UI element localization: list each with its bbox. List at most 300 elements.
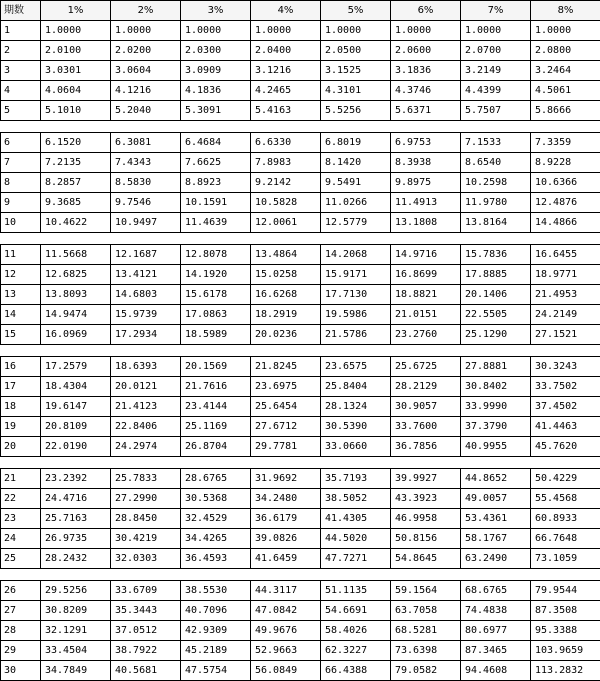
period-cell: 17 <box>1 377 41 397</box>
value-cell: 50.8156 <box>391 529 461 549</box>
value-cell: 17.2934 <box>111 325 181 345</box>
value-cell: 22.0190 <box>41 437 111 457</box>
value-cell: 39.9927 <box>391 469 461 489</box>
value-cell: 7.2135 <box>41 153 111 173</box>
value-cell: 14.2068 <box>321 245 391 265</box>
value-cell: 32.1291 <box>41 621 111 641</box>
value-cell: 47.5754 <box>181 661 251 681</box>
value-cell: 79.9544 <box>531 581 600 601</box>
value-cell: 13.4121 <box>111 265 181 285</box>
period-cell: 12 <box>1 265 41 285</box>
value-cell: 1.0000 <box>111 21 181 41</box>
value-cell: 2.0800 <box>531 41 600 61</box>
value-cell: 21.8245 <box>251 357 321 377</box>
group-spacer <box>1 233 600 245</box>
table-row <box>1 601 600 621</box>
table-row <box>1 377 600 397</box>
value-cell: 3.0604 <box>111 61 181 81</box>
value-cell: 13.8093 <box>41 285 111 305</box>
period-cell: 26 <box>1 581 41 601</box>
value-cell: 53.4361 <box>461 509 531 529</box>
value-cell: 54.8645 <box>391 549 461 569</box>
value-cell: 87.3508 <box>531 601 600 621</box>
value-cell: 15.0258 <box>251 265 321 285</box>
value-cell: 20.1569 <box>181 357 251 377</box>
value-cell: 17.7130 <box>321 285 391 305</box>
value-cell: 33.7600 <box>391 417 461 437</box>
period-cell: 7 <box>1 153 41 173</box>
period-cell: 22 <box>1 489 41 509</box>
value-cell: 2.0600 <box>391 41 461 61</box>
value-cell: 25.8404 <box>321 377 391 397</box>
value-cell: 68.5281 <box>391 621 461 641</box>
value-cell: 38.5052 <box>321 489 391 509</box>
value-cell: 3.0909 <box>181 61 251 81</box>
value-cell: 1.0000 <box>321 21 391 41</box>
value-cell: 25.1290 <box>461 325 531 345</box>
value-cell: 1.0000 <box>461 21 531 41</box>
value-cell: 23.2392 <box>41 469 111 489</box>
value-cell: 36.7856 <box>391 437 461 457</box>
value-cell: 49.9676 <box>251 621 321 641</box>
value-cell: 51.1135 <box>321 581 391 601</box>
table-body <box>1 21 600 681</box>
value-cell: 30.5390 <box>321 417 391 437</box>
value-cell: 22.8406 <box>111 417 181 437</box>
value-cell: 5.6371 <box>391 101 461 121</box>
table-row <box>1 133 600 153</box>
value-cell: 14.9474 <box>41 305 111 325</box>
value-cell: 40.7096 <box>181 601 251 621</box>
header-period: 期数 <box>1 1 41 21</box>
value-cell: 16.6455 <box>531 245 600 265</box>
value-cell: 24.4716 <box>41 489 111 509</box>
value-cell: 42.9309 <box>181 621 251 641</box>
value-cell: 23.6975 <box>251 377 321 397</box>
value-cell: 1.0000 <box>181 21 251 41</box>
period-cell: 16 <box>1 357 41 377</box>
value-cell: 87.3465 <box>461 641 531 661</box>
value-cell: 45.2189 <box>181 641 251 661</box>
header-rate: 7% <box>461 1 531 21</box>
table-row <box>1 245 600 265</box>
spacer-cell <box>1 121 600 133</box>
value-cell: 11.0266 <box>321 193 391 213</box>
value-cell: 25.7163 <box>41 509 111 529</box>
value-cell: 7.3359 <box>531 133 600 153</box>
value-cell: 103.9659 <box>531 641 600 661</box>
table-row <box>1 529 600 549</box>
value-cell: 12.8078 <box>181 245 251 265</box>
value-cell: 73.1059 <box>531 549 600 569</box>
spacer-cell <box>1 457 600 469</box>
value-cell: 56.0849 <box>251 661 321 681</box>
table-row <box>1 417 600 437</box>
value-cell: 44.8652 <box>461 469 531 489</box>
value-cell: 25.6725 <box>391 357 461 377</box>
header-rate: 4% <box>251 1 321 21</box>
header-rate: 2% <box>111 1 181 21</box>
value-cell: 6.4684 <box>181 133 251 153</box>
table-row <box>1 581 600 601</box>
value-cell: 79.0582 <box>391 661 461 681</box>
value-cell: 55.4568 <box>531 489 600 509</box>
spacer-cell <box>1 233 600 245</box>
value-cell: 30.9057 <box>391 397 461 417</box>
value-cell: 13.4864 <box>251 245 321 265</box>
value-cell: 23.4144 <box>181 397 251 417</box>
value-cell: 33.0660 <box>321 437 391 457</box>
table-header <box>1 1 600 21</box>
value-cell: 30.5368 <box>181 489 251 509</box>
value-cell: 95.3388 <box>531 621 600 641</box>
value-cell: 27.8881 <box>461 357 531 377</box>
value-cell: 33.4504 <box>41 641 111 661</box>
period-cell: 19 <box>1 417 41 437</box>
period-cell: 24 <box>1 529 41 549</box>
value-cell: 7.4343 <box>111 153 181 173</box>
table-row <box>1 325 600 345</box>
header-rate: 3% <box>181 1 251 21</box>
value-cell: 8.3938 <box>391 153 461 173</box>
value-cell: 1.0000 <box>531 21 600 41</box>
value-cell: 3.2464 <box>531 61 600 81</box>
table-row <box>1 213 600 233</box>
value-cell: 18.6393 <box>111 357 181 377</box>
value-cell: 26.8704 <box>181 437 251 457</box>
value-cell: 8.1420 <box>321 153 391 173</box>
value-cell: 18.5989 <box>181 325 251 345</box>
value-cell: 3.2149 <box>461 61 531 81</box>
value-cell: 32.0303 <box>111 549 181 569</box>
value-cell: 9.5491 <box>321 173 391 193</box>
value-cell: 47.7271 <box>321 549 391 569</box>
value-cell: 16.6268 <box>251 285 321 305</box>
value-cell: 8.2857 <box>41 173 111 193</box>
value-cell: 14.6803 <box>111 285 181 305</box>
value-cell: 5.3091 <box>181 101 251 121</box>
value-cell: 41.4305 <box>321 509 391 529</box>
value-cell: 14.1920 <box>181 265 251 285</box>
value-cell: 2.0500 <box>321 41 391 61</box>
value-cell: 12.4876 <box>531 193 600 213</box>
value-cell: 7.8983 <box>251 153 321 173</box>
table-row <box>1 509 600 529</box>
value-cell: 7.1533 <box>461 133 531 153</box>
value-cell: 4.1216 <box>111 81 181 101</box>
period-cell: 1 <box>1 21 41 41</box>
value-cell: 34.4265 <box>181 529 251 549</box>
period-cell: 20 <box>1 437 41 457</box>
group-spacer <box>1 457 600 469</box>
value-cell: 37.0512 <box>111 621 181 641</box>
value-cell: 4.5061 <box>531 81 600 101</box>
table-row <box>1 101 600 121</box>
value-cell: 60.8933 <box>531 509 600 529</box>
value-cell: 6.8019 <box>321 133 391 153</box>
value-cell: 2.0700 <box>461 41 531 61</box>
value-cell: 32.4529 <box>181 509 251 529</box>
period-cell: 8 <box>1 173 41 193</box>
value-cell: 5.1010 <box>41 101 111 121</box>
value-cell: 66.7648 <box>531 529 600 549</box>
value-cell: 38.5530 <box>181 581 251 601</box>
header-rate: 6% <box>391 1 461 21</box>
value-cell: 7.6625 <box>181 153 251 173</box>
table-row <box>1 153 600 173</box>
value-cell: 5.5256 <box>321 101 391 121</box>
value-cell: 6.1520 <box>41 133 111 153</box>
value-cell: 36.4593 <box>181 549 251 569</box>
value-cell: 34.7849 <box>41 661 111 681</box>
value-cell: 8.5830 <box>111 173 181 193</box>
value-cell: 45.7620 <box>531 437 600 457</box>
value-cell: 20.0121 <box>111 377 181 397</box>
value-cell: 9.3685 <box>41 193 111 213</box>
value-cell: 11.4913 <box>391 193 461 213</box>
group-spacer <box>1 345 600 357</box>
period-cell: 4 <box>1 81 41 101</box>
value-cell: 23.2760 <box>391 325 461 345</box>
value-cell: 59.1564 <box>391 581 461 601</box>
period-cell: 6 <box>1 133 41 153</box>
value-cell: 3.1836 <box>391 61 461 81</box>
value-cell: 3.1216 <box>251 61 321 81</box>
value-cell: 4.2465 <box>251 81 321 101</box>
period-cell: 11 <box>1 245 41 265</box>
value-cell: 30.8402 <box>461 377 531 397</box>
period-cell: 10 <box>1 213 41 233</box>
value-cell: 29.5256 <box>41 581 111 601</box>
value-cell: 5.8666 <box>531 101 600 121</box>
value-cell: 18.4304 <box>41 377 111 397</box>
table-row <box>1 357 600 377</box>
value-cell: 16.8699 <box>391 265 461 285</box>
value-cell: 13.1808 <box>391 213 461 233</box>
value-cell: 25.1169 <box>181 417 251 437</box>
value-cell: 21.4953 <box>531 285 600 305</box>
value-cell: 28.2129 <box>391 377 461 397</box>
value-cell: 35.3443 <box>111 601 181 621</box>
value-cell: 14.4866 <box>531 213 600 233</box>
value-cell: 10.5828 <box>251 193 321 213</box>
value-cell: 27.2990 <box>111 489 181 509</box>
value-cell: 58.4026 <box>321 621 391 641</box>
value-cell: 54.6691 <box>321 601 391 621</box>
period-cell: 14 <box>1 305 41 325</box>
table-row <box>1 21 600 41</box>
value-cell: 12.6825 <box>41 265 111 285</box>
spacer-cell <box>1 569 600 581</box>
value-cell: 25.6454 <box>251 397 321 417</box>
value-cell: 39.0826 <box>251 529 321 549</box>
value-cell: 34.2480 <box>251 489 321 509</box>
period-cell: 2 <box>1 41 41 61</box>
value-cell: 4.4399 <box>461 81 531 101</box>
value-cell: 4.1836 <box>181 81 251 101</box>
value-cell: 18.8821 <box>391 285 461 305</box>
value-cell: 25.7833 <box>111 469 181 489</box>
value-cell: 63.2490 <box>461 549 531 569</box>
value-cell: 20.1406 <box>461 285 531 305</box>
table-row <box>1 641 600 661</box>
value-cell: 13.8164 <box>461 213 531 233</box>
period-cell: 9 <box>1 193 41 213</box>
spacer-cell <box>1 345 600 357</box>
value-cell: 10.6366 <box>531 173 600 193</box>
value-cell: 21.0151 <box>391 305 461 325</box>
value-cell: 10.9497 <box>111 213 181 233</box>
table-row <box>1 265 600 285</box>
value-cell: 46.9958 <box>391 509 461 529</box>
value-cell: 3.0301 <box>41 61 111 81</box>
period-cell: 30 <box>1 661 41 681</box>
group-spacer <box>1 569 600 581</box>
value-cell: 12.5779 <box>321 213 391 233</box>
value-cell: 3.1525 <box>321 61 391 81</box>
value-cell: 4.3101 <box>321 81 391 101</box>
value-cell: 15.9739 <box>111 305 181 325</box>
value-cell: 17.8885 <box>461 265 531 285</box>
table-row <box>1 437 600 457</box>
period-cell: 5 <box>1 101 41 121</box>
value-cell: 6.3081 <box>111 133 181 153</box>
value-cell: 18.2919 <box>251 305 321 325</box>
value-cell: 15.6178 <box>181 285 251 305</box>
value-cell: 8.6540 <box>461 153 531 173</box>
value-cell: 8.8923 <box>181 173 251 193</box>
value-cell: 41.6459 <box>251 549 321 569</box>
value-cell: 28.2432 <box>41 549 111 569</box>
value-cell: 31.9692 <box>251 469 321 489</box>
header-rate: 5% <box>321 1 391 21</box>
value-cell: 18.9771 <box>531 265 600 285</box>
value-cell: 66.4388 <box>321 661 391 681</box>
value-cell: 80.6977 <box>461 621 531 641</box>
value-cell: 50.4229 <box>531 469 600 489</box>
table-row <box>1 81 600 101</box>
value-cell: 11.9780 <box>461 193 531 213</box>
value-cell: 113.2832 <box>531 661 600 681</box>
value-cell: 44.5020 <box>321 529 391 549</box>
period-cell: 13 <box>1 285 41 305</box>
value-cell: 24.2149 <box>531 305 600 325</box>
value-cell: 58.1767 <box>461 529 531 549</box>
value-cell: 5.7507 <box>461 101 531 121</box>
value-cell: 19.6147 <box>41 397 111 417</box>
table-row <box>1 41 600 61</box>
group-spacer <box>1 121 600 133</box>
value-cell: 15.9171 <box>321 265 391 285</box>
value-cell: 23.6575 <box>321 357 391 377</box>
value-cell: 6.9753 <box>391 133 461 153</box>
value-cell: 10.4622 <box>41 213 111 233</box>
table-row <box>1 469 600 489</box>
value-cell: 68.6765 <box>461 581 531 601</box>
header-row <box>1 1 600 21</box>
value-cell: 43.3923 <box>391 489 461 509</box>
value-cell: 94.4608 <box>461 661 531 681</box>
value-cell: 30.4219 <box>111 529 181 549</box>
value-cell: 9.7546 <box>111 193 181 213</box>
table-row <box>1 173 600 193</box>
value-cell: 2.0300 <box>181 41 251 61</box>
value-cell: 14.9716 <box>391 245 461 265</box>
value-cell: 21.7616 <box>181 377 251 397</box>
period-cell: 28 <box>1 621 41 641</box>
period-cell: 21 <box>1 469 41 489</box>
period-cell: 27 <box>1 601 41 621</box>
value-cell: 47.0842 <box>251 601 321 621</box>
period-cell: 3 <box>1 61 41 81</box>
value-cell: 20.8109 <box>41 417 111 437</box>
value-cell: 44.3117 <box>251 581 321 601</box>
value-cell: 27.6712 <box>251 417 321 437</box>
value-cell: 1.0000 <box>251 21 321 41</box>
value-cell: 8.9228 <box>531 153 600 173</box>
value-cell: 11.4639 <box>181 213 251 233</box>
value-cell: 12.1687 <box>111 245 181 265</box>
value-cell: 1.0000 <box>391 21 461 41</box>
header-rate: 1% <box>41 1 111 21</box>
value-cell: 33.9990 <box>461 397 531 417</box>
value-cell: 17.2579 <box>41 357 111 377</box>
value-cell: 30.3243 <box>531 357 600 377</box>
table-row <box>1 549 600 569</box>
value-cell: 4.0604 <box>41 81 111 101</box>
table-row <box>1 61 600 81</box>
value-cell: 20.0236 <box>251 325 321 345</box>
table-row <box>1 285 600 305</box>
value-cell: 4.3746 <box>391 81 461 101</box>
value-cell: 1.0000 <box>41 21 111 41</box>
value-cell: 27.1521 <box>531 325 600 345</box>
value-cell: 29.7781 <box>251 437 321 457</box>
value-cell: 28.1324 <box>321 397 391 417</box>
value-cell: 30.8209 <box>41 601 111 621</box>
value-cell: 35.7193 <box>321 469 391 489</box>
value-cell: 73.6398 <box>391 641 461 661</box>
value-cell: 10.1591 <box>181 193 251 213</box>
value-cell: 9.2142 <box>251 173 321 193</box>
value-cell: 33.7502 <box>531 377 600 397</box>
value-cell: 62.3227 <box>321 641 391 661</box>
value-cell: 2.0100 <box>41 41 111 61</box>
value-cell: 28.6765 <box>181 469 251 489</box>
value-cell: 21.5786 <box>321 325 391 345</box>
value-cell: 52.9663 <box>251 641 321 661</box>
value-cell: 40.9955 <box>461 437 531 457</box>
period-cell: 23 <box>1 509 41 529</box>
value-cell: 11.5668 <box>41 245 111 265</box>
value-cell: 5.4163 <box>251 101 321 121</box>
table-row <box>1 489 600 509</box>
value-cell: 41.4463 <box>531 417 600 437</box>
value-cell: 21.4123 <box>111 397 181 417</box>
table-row <box>1 621 600 641</box>
table-row <box>1 397 600 417</box>
value-cell: 28.8450 <box>111 509 181 529</box>
value-cell: 40.5681 <box>111 661 181 681</box>
header-rate: 8% <box>531 1 600 21</box>
value-cell: 63.7058 <box>391 601 461 621</box>
value-cell: 24.2974 <box>111 437 181 457</box>
value-cell: 16.0969 <box>41 325 111 345</box>
value-cell: 74.4838 <box>461 601 531 621</box>
value-cell: 49.0057 <box>461 489 531 509</box>
value-cell: 10.2598 <box>461 173 531 193</box>
value-cell: 5.2040 <box>111 101 181 121</box>
